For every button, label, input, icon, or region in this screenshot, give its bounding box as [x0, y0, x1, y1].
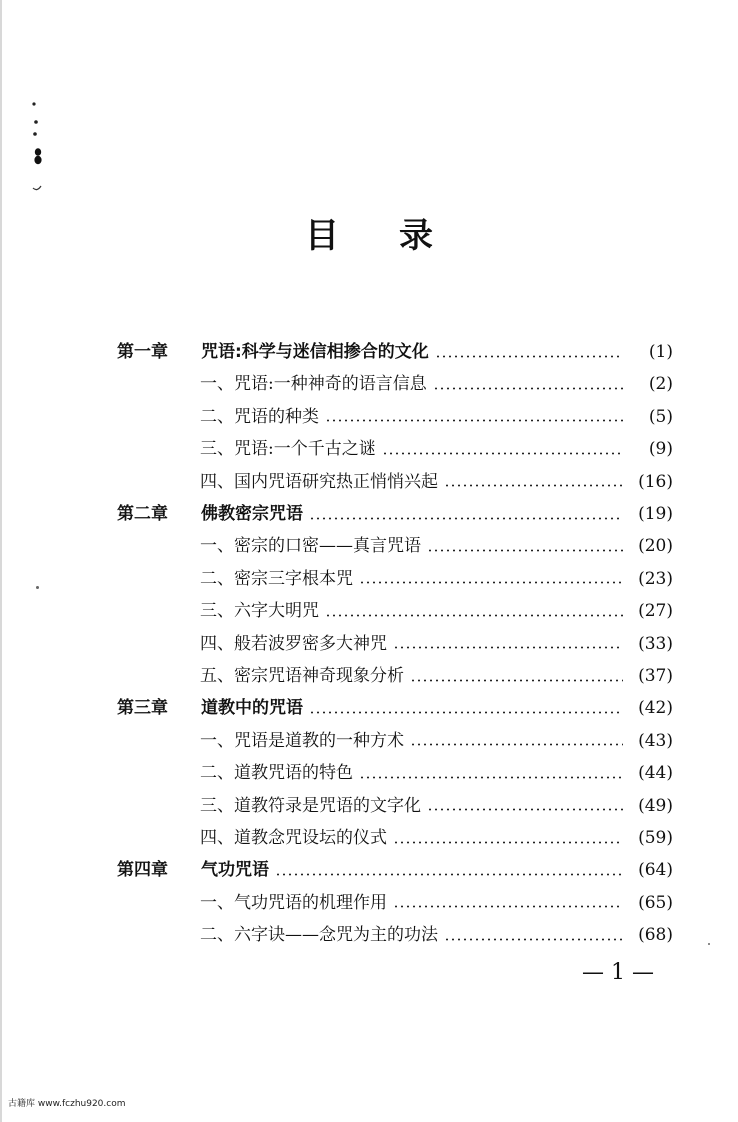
toc-section-title: 三、六字大明咒 [200, 601, 319, 622]
toc-page-number: (33) [638, 633, 673, 654]
toc-dot-leader [410, 679, 623, 682]
toc-section-row [200, 725, 673, 757]
toc-section-title: 二、六字诀——念咒为主的功法 [200, 925, 438, 946]
title-char-2: 录 [399, 216, 433, 256]
toc-chapter-row [117, 692, 673, 724]
toc-section-title: 四、般若波罗密多大神咒 [200, 633, 387, 654]
toc-chapter-number: 第一章 [117, 342, 168, 362]
toc-chapter-number: 第三章 [117, 698, 168, 719]
toc-chapter-title: 佛教密宗咒语 [201, 504, 303, 524]
toc-dot-leader [309, 517, 623, 520]
toc-dot-leader [410, 743, 623, 746]
toc-page-number: (23) [638, 568, 673, 589]
toc-section-title: 二、密宗三字根本咒 [200, 568, 353, 589]
toc-dot-leader [325, 419, 623, 422]
toc-chapter-number: 第四章 [117, 860, 168, 881]
toc-section-row [200, 595, 673, 627]
page-title [0, 208, 738, 257]
toc-page-number: (37) [638, 666, 673, 686]
title-char-1: 目 [305, 216, 339, 256]
toc-dot-leader [393, 841, 623, 844]
toc-chapter-title: 气功咒语 [201, 860, 269, 881]
toc-section-row [200, 368, 673, 400]
toc-dot-leader [427, 549, 623, 552]
toc-dot-leader [359, 581, 623, 584]
toc-page-number: (68) [638, 925, 673, 946]
toc-page-number: (20) [638, 536, 673, 557]
scan-speck [36, 586, 39, 589]
toc-dot-leader [444, 484, 623, 487]
toc-dot-leader [433, 387, 623, 390]
toc-page-number: (49) [638, 795, 673, 816]
toc-section-title: 二、咒语的种类 [200, 406, 319, 427]
toc-section-title: 一、气功咒语的机理作用 [200, 892, 387, 913]
toc-page-number: (9) [648, 439, 673, 460]
toc-section-title: 一、咒语:一种神奇的语言信息 [200, 374, 427, 395]
toc-section-row [200, 563, 673, 595]
toc-section-row [200, 919, 673, 951]
toc-dot-leader [393, 905, 623, 908]
toc-section-row [200, 530, 673, 562]
toc-section-row [200, 660, 673, 692]
toc-section-title: 一、咒语是道教的一种方术 [200, 730, 404, 751]
toc-dot-leader [427, 808, 623, 811]
page-number: — 1 — [582, 960, 654, 985]
toc-chapter-title: 咒语:科学与迷信相掺合的文化 [201, 342, 429, 362]
toc-dot-leader [444, 938, 623, 941]
toc-chapter-row [117, 854, 673, 886]
toc-section-row [200, 822, 673, 854]
toc-section-title: 四、国内咒语研究热正悄悄兴起 [200, 471, 438, 492]
toc-chapter-row [117, 498, 673, 530]
toc-page-number: (19) [638, 504, 673, 524]
toc-page-number: (43) [638, 730, 673, 751]
site-watermark: 古籍库 www.fczhu920.com [8, 1099, 126, 1109]
toc-page-number: (27) [638, 601, 673, 622]
toc-section-row [200, 757, 673, 789]
toc-section-title: 四、道教念咒设坛的仪式 [200, 828, 387, 848]
toc-section-row [200, 433, 673, 465]
toc-page-number: (65) [638, 892, 673, 913]
toc-dot-leader [325, 614, 623, 617]
toc-page-number: (64) [638, 860, 673, 881]
toc-dot-leader [359, 776, 623, 779]
toc-page-number: (42) [638, 698, 673, 719]
toc-dot-leader [382, 452, 623, 455]
toc-section-row [200, 401, 673, 433]
toc-section-title: 三、道教符录是咒语的文字化 [200, 795, 421, 816]
toc-section-title: 二、道教咒语的特色 [200, 763, 353, 784]
toc-section-row [200, 887, 673, 919]
binding-hole-marks [30, 100, 46, 200]
toc-page-number: (2) [648, 374, 673, 395]
toc-section-row [200, 628, 673, 660]
toc-section-title: 五、密宗咒语神奇现象分析 [200, 666, 404, 686]
toc-section-title: 一、密宗的口密——真言咒语 [200, 536, 421, 557]
toc-section-row [200, 790, 673, 822]
toc-chapter-title: 道教中的咒语 [201, 698, 303, 719]
toc-dot-leader [435, 355, 623, 358]
toc-page-number: (5) [648, 406, 673, 427]
page-left-edge [0, 0, 2, 1122]
toc-section-row [200, 466, 673, 498]
toc-dot-leader [393, 646, 623, 649]
toc-chapter-number: 第二章 [117, 504, 168, 524]
scan-speck [708, 943, 710, 945]
toc-page-number: (16) [638, 471, 673, 492]
toc-section-title: 三、咒语:一个千古之谜 [200, 439, 376, 460]
toc-page-number: (59) [638, 828, 673, 848]
toc-page-number: (44) [638, 763, 673, 784]
toc-dot-leader [275, 873, 623, 876]
toc-page-number: (1) [648, 342, 673, 362]
toc-dot-leader [309, 711, 623, 714]
toc-chapter-row [117, 336, 673, 368]
